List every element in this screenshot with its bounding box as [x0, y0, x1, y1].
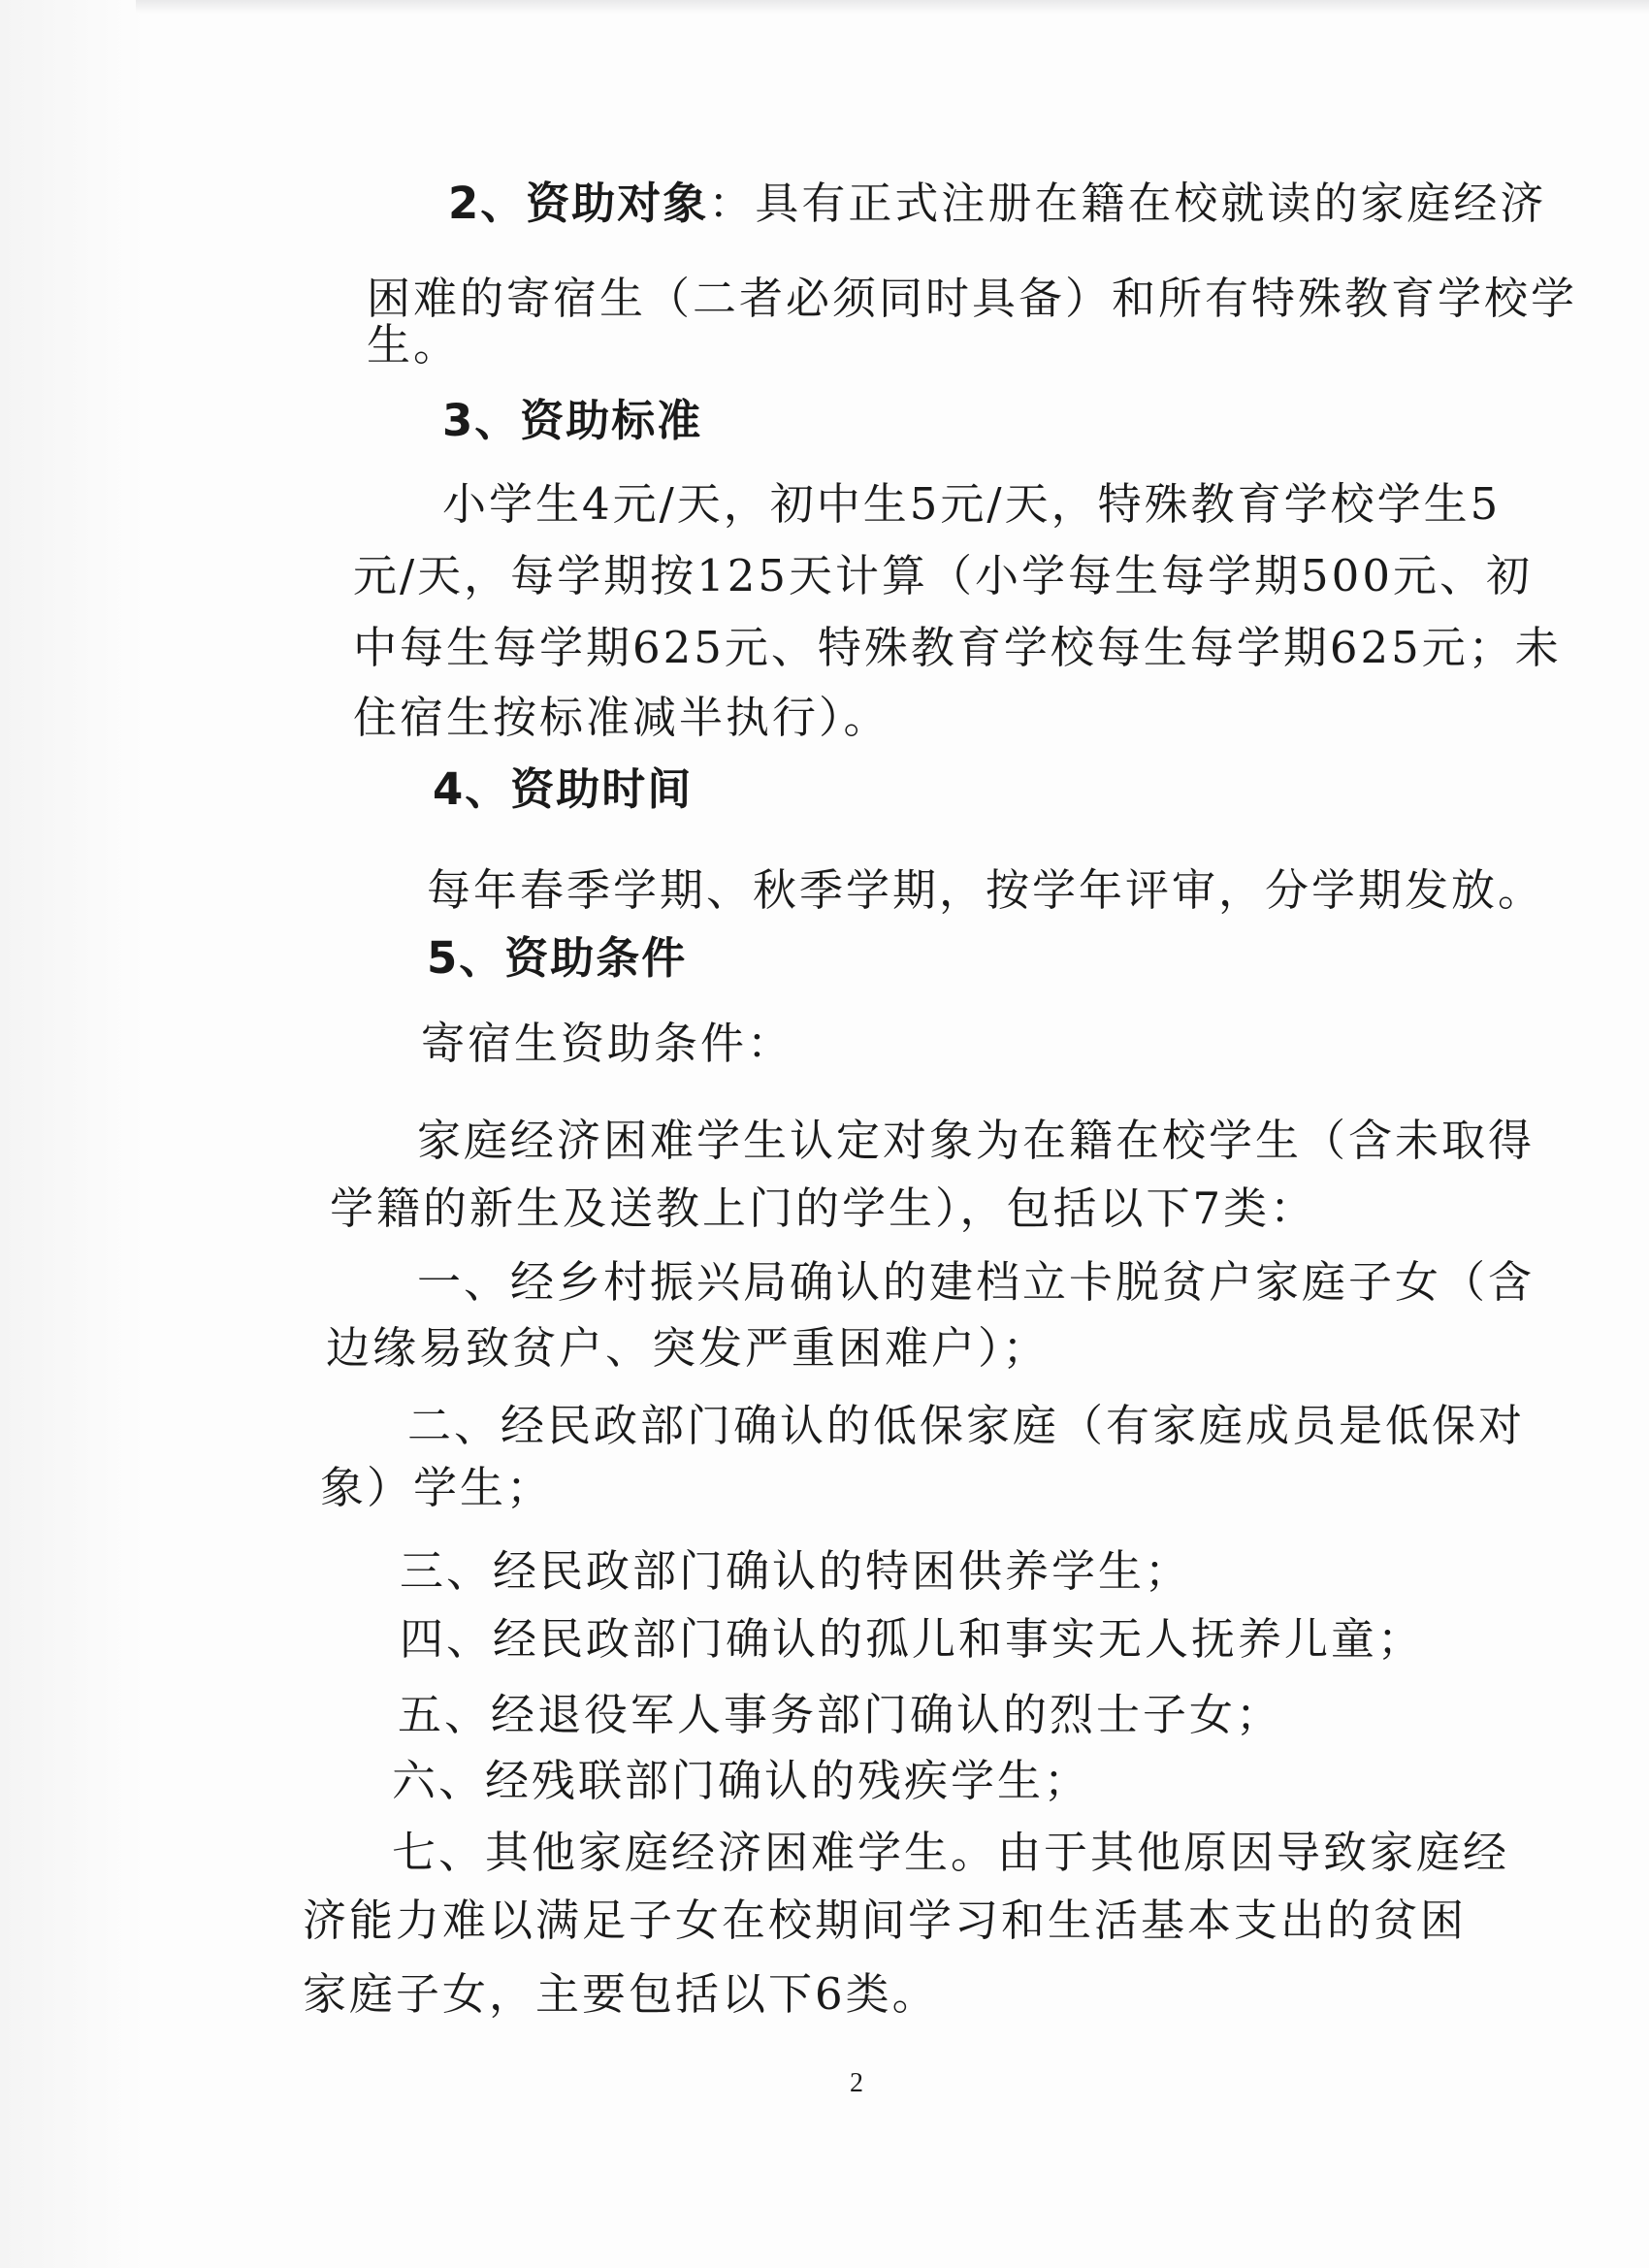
section-5-heading: 5、资助条件 — [427, 932, 688, 984]
section-5-line: 六、经残联部门确认的残疾学生； — [392, 1755, 1091, 1806]
section-5-line: 学籍的新生及送教上门的学生），包括以下7类： — [330, 1183, 1317, 1234]
scan-shadow-top — [136, 0, 1649, 14]
page-number: 2 — [850, 2068, 863, 2098]
section-5-line: 象）学生； — [320, 1462, 554, 1513]
section-5-line: 四、经民政部门确认的孤儿和事实无人抚养儿童； — [400, 1613, 1425, 1665]
section-3-line: 元/天，每学期按125天计算（小学每生每学期500元、初 — [353, 550, 1533, 601]
section-5-line: 二、经民政部门确认的低保家庭（有家庭成员是低保对 — [407, 1400, 1526, 1451]
section-2-line: 困难的寄宿生（二者必须同时具备）和所有特殊教育学校学 — [367, 273, 1578, 324]
section-5-line: 家庭经济困难学生认定对象为在籍在校学生（含未取得 — [417, 1115, 1536, 1166]
section-5-line: 家庭子女，主要包括以下6类。 — [303, 1968, 939, 2020]
section-2-first-line — [448, 175, 1546, 233]
section-5-line: 边缘易致贫户、突发严重困难户）； — [326, 1322, 1050, 1374]
section-5-line: 三、经民政部门确认的特困供养学生； — [400, 1545, 1192, 1597]
section-5-line: 济能力难以满足子女在校期间学习和生活基本支出的贫困 — [303, 1895, 1468, 1946]
section-4-heading: 4、资助时间 — [433, 763, 694, 815]
scan-shadow-left — [0, 0, 146, 2268]
section-5-line: 寄宿生资助条件： — [421, 1018, 794, 1069]
section-2-text: ：具有正式注册在籍在校就读的家庭经济 — [708, 178, 1547, 229]
section-5-line: 五、经退役军人事务部门确认的烈士子女； — [398, 1689, 1283, 1740]
section-5-line: 一、经乡村振兴局确认的建档立卡脱贫户家庭子女（含 — [417, 1256, 1536, 1308]
section-3-line: 住宿生按标准减半执行）。 — [353, 692, 890, 743]
section-3-heading: 3、资助标准 — [442, 395, 703, 446]
section-2-heading: 2、资助对象 — [448, 178, 709, 229]
section-5-line: 七、其他家庭经济困难学生。由于其他原因导致家庭经 — [392, 1827, 1510, 1878]
section-3-line: 中每生每学期625元、特殊教育学校每生每学期625元；未 — [353, 622, 1562, 673]
section-4-line: 每年春季学期、秋季学期，按学年评审，分学期发放。 — [427, 864, 1545, 916]
section-2-line: 生。 — [367, 319, 461, 371]
section-3-line: 小学生4元/天，初中生5元/天，特殊教育学校学生5 — [442, 478, 1502, 530]
